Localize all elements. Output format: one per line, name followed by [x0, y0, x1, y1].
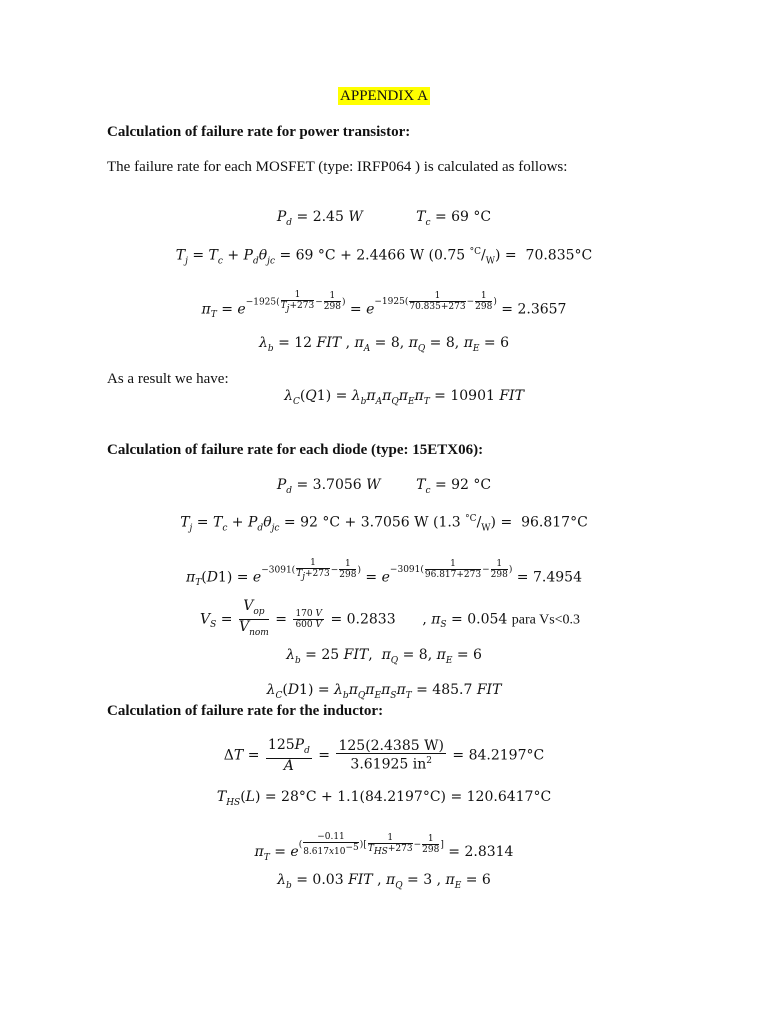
equation-tj-diode: $T_j = T_c + P_d\theta_{jc} = 92$ °C + 3.7056 W (1.3 $^{^\circ C}/_W) = 96.817^\circ C$: [180, 514, 588, 534]
equation-pit-diode: $\pi_T(D1) = e-3091$( $\frac{1}{T_j+273}$ − $\frac{1}{298}$ ) = e−3091( $\frac{1}{96.817+273}$ − $\frac{1}{298}$ ) = 7.4954: [186, 558, 582, 589]
equation-ths-inductor: $T_{HS}(L) = 28^\circ C + 1.1(84.2197^\circ C) = 120.6417^\circ C$: [216, 789, 552, 808]
equation-vs-diode: $V_S$ = $\frac{V_{op}}{V_{nom}}$ = $\frac{170 V}{600 V}$ = 0.2833 , $\pi_S = 0.054$ para Vs<0.3: [200, 598, 581, 638]
equation-pit-transistor: $\pi_T = e-1925$( $\frac{1}{T_j+273}$ − $\frac{1}{298}$ ) = e−1925( $\frac{1}{70.835+273}$ − $\frac{1}{298}$ ) = 2.3657: [201, 290, 567, 321]
equation-tj-transistor: $T_j = T_c + P_d\theta_{jc} = 69$ °C + 2.4466 W (0.75 $^{^\circ C}/_W) = 70.835^\circ C$: [175, 247, 593, 267]
equation-lambda-b-inductor: $\lambda_b = 0.03$ FIT , $\pi_Q = 3$ , $\pi_E = 6$: [277, 872, 491, 891]
equation-pit-inductor: $\pi_T = e$( $\frac{-0.11}{8.617x10^{-5}}$ )[ $\frac{1}{T_{HS}+273}$ − $\frac{1}{298}$ ] = 2.8314: [254, 832, 514, 863]
equation-pd-tc-diode: $P_d = 3.7056$ W $T_c = 92$ °C: [276, 477, 492, 496]
equation-lambda-b-transistor: $\lambda_b = 12$ FIT , $\pi_A = 8$, $\pi_Q = 8$, $\pi_E = 6$: [258, 335, 510, 354]
equation-pd-tc-transistor: $P_d = 2.45$ W $T_c = 69$ °C: [276, 209, 492, 228]
appendix-title: APPENDIX A: [340, 88, 428, 104]
section-heading-inductor: Calculation of failure rate for the inductor:: [107, 703, 384, 719]
equation-lambda-c-transistor: $\lambda_C(Q1) = \lambda_b\pi_A\pi_Q\pi_E\pi_T = 10901$ FIT: [284, 388, 524, 407]
equation-delta-t-inductor: ΔT = $\frac{125P_d}{A}$ = $\frac{125(2.4385 W)}{3.61925 in^2}$ = 84.2197°C: [223, 737, 545, 774]
equation-lambda-b-diode: $\lambda_b = 25$ FIT, $\pi_Q = 8$, $\pi_E = 6$: [286, 647, 482, 666]
mosfet-intro-text: The failure rate for each MOSFET (type: IRFP064 ) is calculated as follows:: [107, 159, 568, 175]
section-heading-diode: Calculation of failure rate for each diode (type: 15ETX06):: [107, 442, 484, 458]
result-text: As a result we have:: [107, 371, 229, 387]
equation-lambda-c-diode: $\lambda_C(D1) = \lambda_b\pi_Q\pi_E\pi_S\pi_T = 485.7$ FIT: [266, 682, 502, 701]
section-heading-transistor: Calculation of failure rate for power transistor:: [107, 124, 411, 140]
pis-note: para Vs<0.3: [511, 612, 581, 628]
